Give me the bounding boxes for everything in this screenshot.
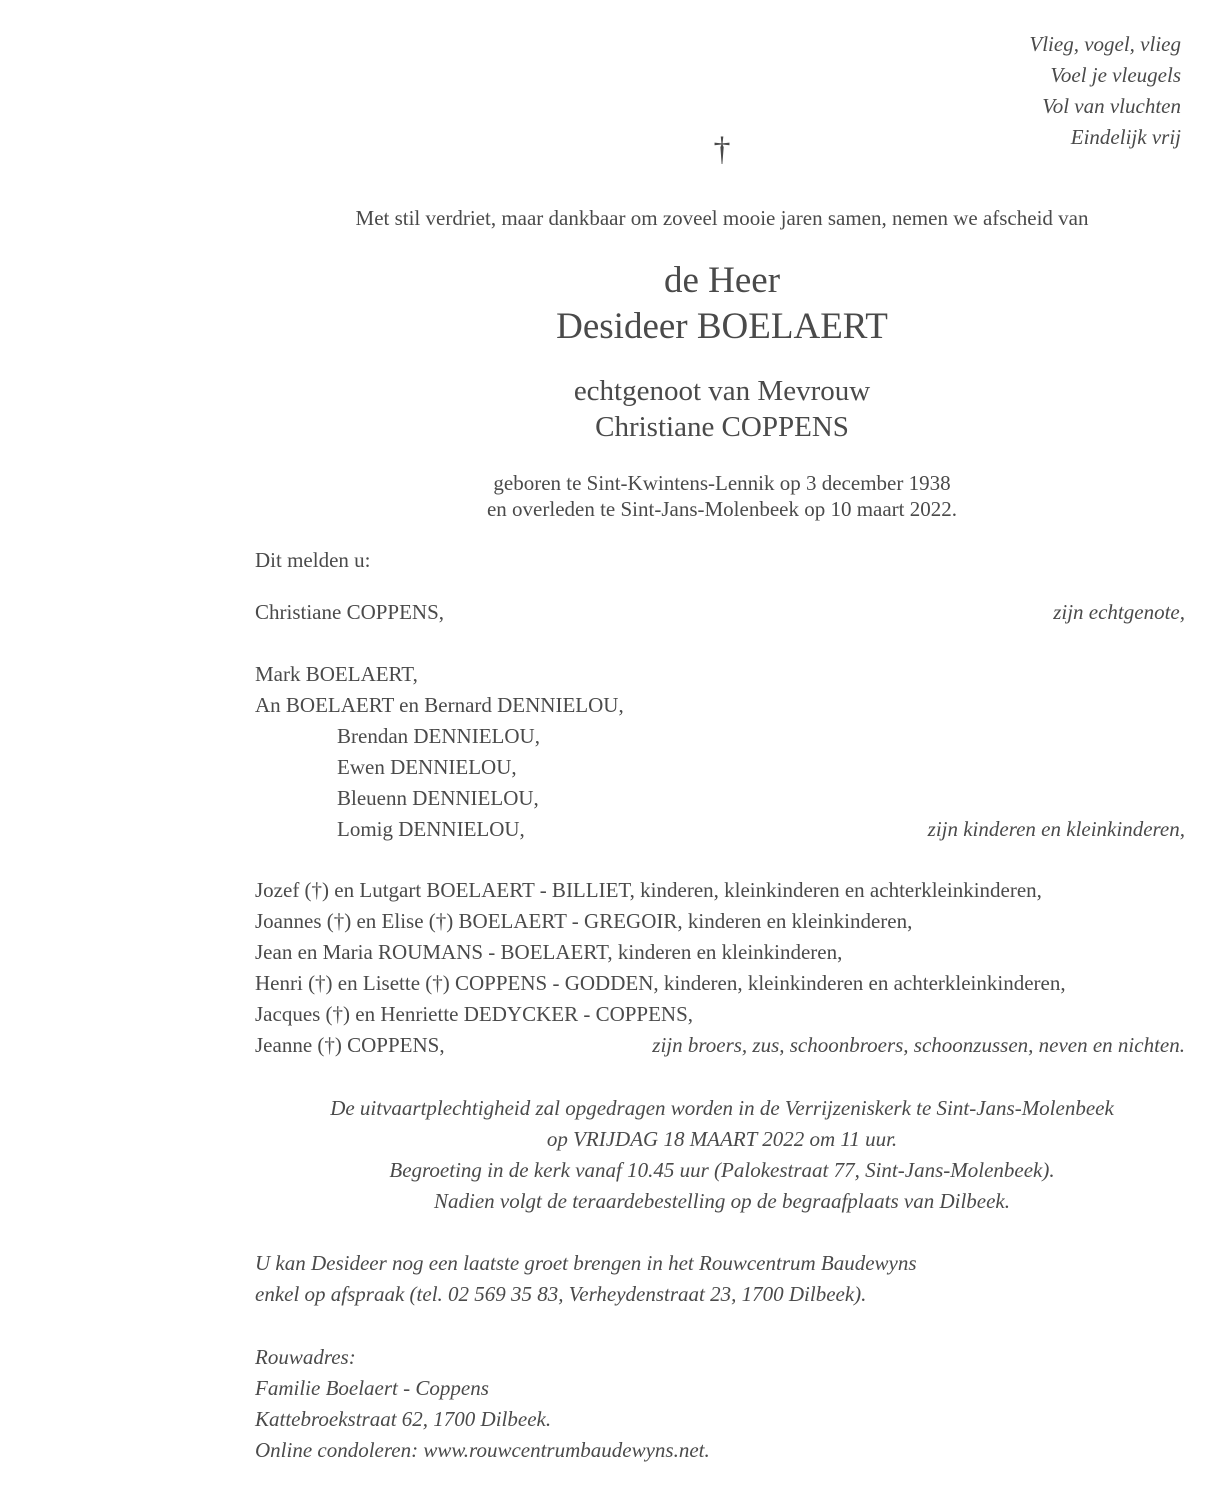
children-list <box>255 659 1185 845</box>
address-line: Kattebroekstraat 62, 1700 Dilbeek. <box>255 1407 552 1431</box>
sibling-line: Jacques (†) en Henriette DEDYCKER - COPPENS, <box>255 1002 694 1026</box>
birth-line: geboren te Sint-Kwintens-Lennik op 3 december 1938 <box>493 471 951 495</box>
grandchild-line: Ewen DENNIELOU, <box>337 755 517 779</box>
deceased-name-block <box>0 258 1214 350</box>
cross-icon: † <box>713 131 731 168</box>
sibling-line: Henri (†) en Lisette (†) COPPENS - GODDEN, kinderen, kleinkinderen en achterkleinkinderen, <box>255 971 1066 995</box>
visitation-line: enkel op afspraak (tel. 02 569 35 83, Verheydenstraat 23, 1700 Dilbeek). <box>255 1282 867 1306</box>
funeral-line: De uitvaartplechtigheid zal opgedragen worden in de Verrijzeniskerk te Sint-Jans-Molenbeek <box>330 1096 1114 1120</box>
announce-label: Dit melden u: <box>255 548 371 572</box>
mourning-address <box>255 1342 710 1466</box>
grandchild-line: Lomig DENNIELOU, <box>337 817 525 841</box>
funeral-line: Nadien volgt de teraardebestelling op de begraafplaats van Dilbeek. <box>433 1189 1011 1213</box>
poem-line: Vlieg, vogel, vlieg <box>1029 32 1181 56</box>
spouse-block <box>0 373 1214 445</box>
sibling-line: Jeanne (†) COPPENS, <box>255 1033 445 1057</box>
intro-text: Met stil verdriet, maar dankbaar om zoveel mooie jaren samen, nemen we afscheid van <box>355 206 1089 230</box>
deceased-honorific: de Heer <box>663 260 781 301</box>
dates-block <box>0 470 1214 522</box>
visitation-line: U kan Desideer nog een laatste groet brengen in het Rouwcentrum Baudewyns <box>255 1251 917 1275</box>
spouse-relation: echtgenoot van Mevrouw <box>573 375 871 407</box>
visitation-info <box>255 1248 917 1310</box>
spouse-entry <box>255 597 1185 628</box>
sibling-line: Jean en Maria ROUMANS - BOELAERT, kinderen en kleinkinderen, <box>255 940 843 964</box>
siblings-list <box>255 875 1185 1061</box>
siblings-relation: zijn broers, zus, schoonbroers, schoonzussen, neven en nichten. <box>652 1033 1185 1057</box>
sibling-line: Joannes (†) en Elise (†) BOELAERT - GREGOIR, kinderen en kleinkinderen, <box>255 909 913 933</box>
spouse-name: Christiane COPPENS <box>595 411 849 443</box>
address-line: Familie Boelaert - Coppens <box>255 1376 489 1400</box>
funeral-line: op VRIJDAG 18 MAART 2022 om 11 uur. <box>546 1127 898 1151</box>
funeral-info <box>0 1093 1214 1217</box>
sibling-line: Jozef (†) en Lutgart BOELAERT - BILLIET, kinderen, kleinkinderen en achterkleinkinderen, <box>255 878 1042 902</box>
death-line: en overleden te Sint-Jans-Molenbeek op 10 maart 2022. <box>486 497 958 521</box>
funeral-line: Begroeting in de kerk vanaf 10.45 uur (Palokestraat 77, Sint-Jans-Molenbeek). <box>389 1158 1055 1182</box>
deceased-name: Desideer BOELAERT <box>556 306 888 347</box>
poem-line: Eindelijk vrij <box>1070 125 1181 149</box>
spouse-entry-name: Christiane COPPENS, <box>255 600 445 624</box>
condolence-line: Online condoleren: www.rouwcentrumbaudewyns.net. <box>255 1438 710 1462</box>
grandchild-line: Brendan DENNIELOU, <box>337 724 540 748</box>
child-line: Mark BOELAERT, <box>255 662 418 686</box>
children-relation: zijn kinderen en kleinkinderen, <box>927 817 1185 841</box>
poem-line: Vol van vluchten <box>1042 94 1181 118</box>
child-line: An BOELAERT en Bernard DENNIELOU, <box>255 693 624 717</box>
address-label: Rouwadres: <box>255 1345 356 1369</box>
poem-line: Voel je vleugels <box>1050 63 1181 87</box>
grandchild-line: Bleuenn DENNIELOU, <box>337 786 539 810</box>
spouse-entry-relation: zijn echtgenote, <box>1053 600 1185 624</box>
